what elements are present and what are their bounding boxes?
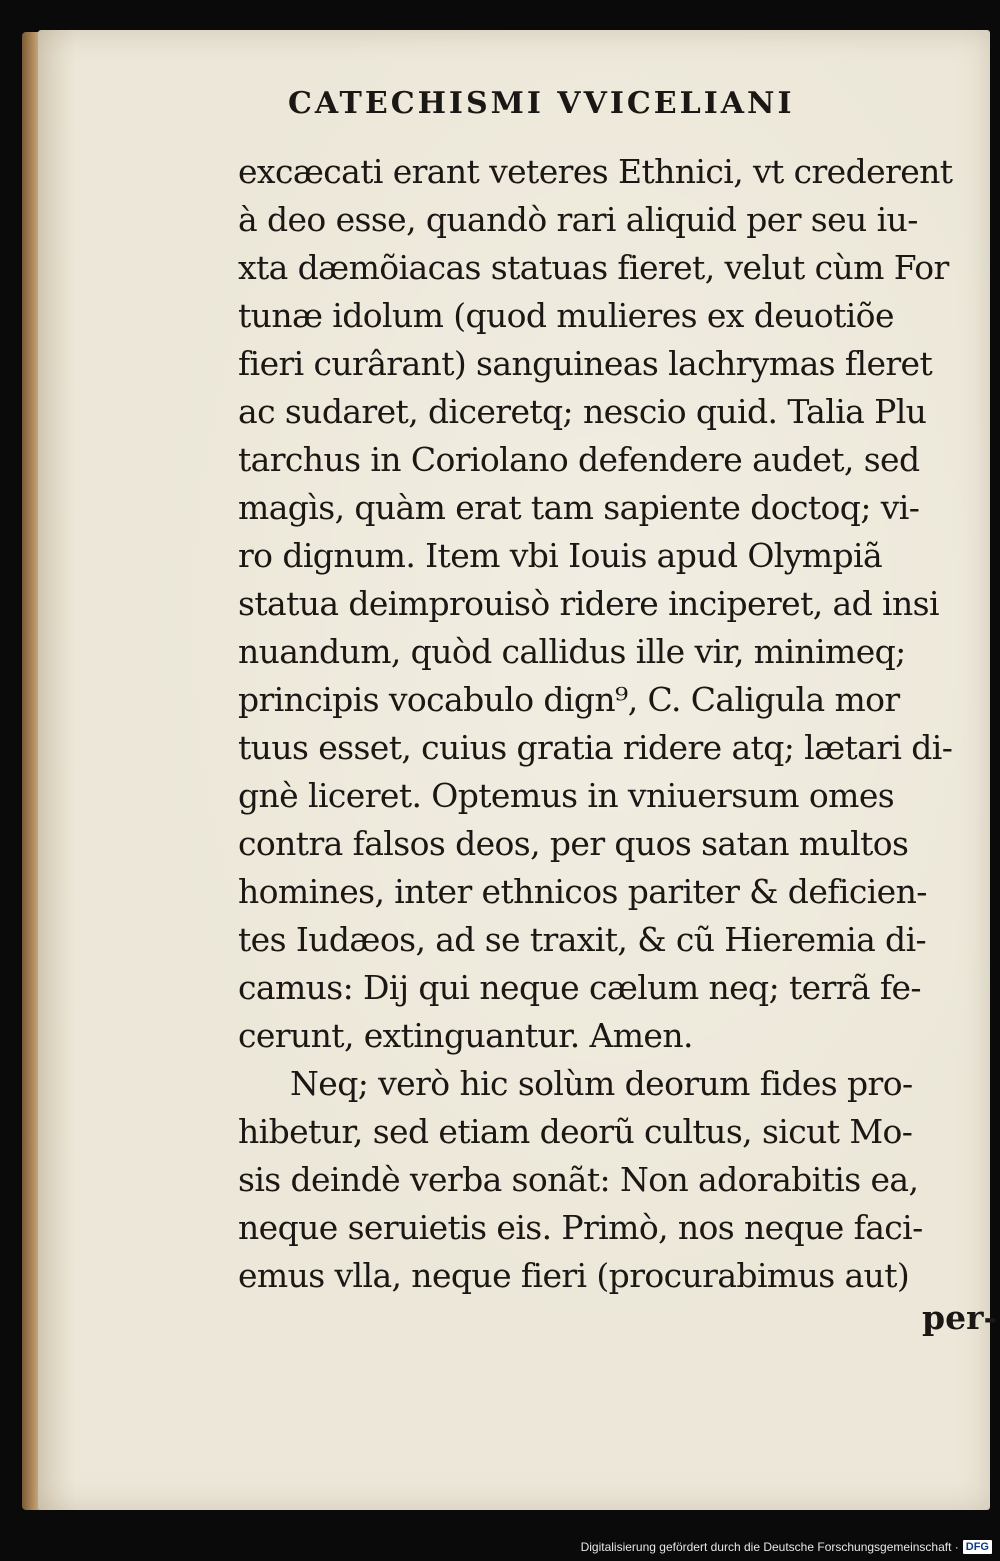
digitization-credit xyxy=(581,1537,992,1557)
text-line: xta dæmõiacas statuas fieret, velut cùm For xyxy=(238,248,949,287)
catchword: per- xyxy=(922,1298,998,1337)
text-line: nuandum, quòd callidus ille vir, minimeq; xyxy=(238,632,906,671)
text-line: magìs, quàm erat tam sapiente doctoq; vi- xyxy=(238,488,920,527)
text-line: principis vocabulo dign⁹, C. Caligula mor xyxy=(238,680,900,719)
text-line: hibetur, sed etiam deorũ cultus, sicut Mo- xyxy=(238,1112,913,1151)
book-page xyxy=(38,30,998,1510)
text-line: statua deimprouisò ridere inciperet, ad insi xyxy=(238,584,939,623)
text-line: tes Iudæos, ad se traxit, & cũ Hieremia di- xyxy=(238,920,927,959)
text-line: tarchus in Coriolano defendere audet, sed xyxy=(238,440,920,479)
dfg-logo: DFG xyxy=(963,1540,992,1554)
text-line: à deo esse, quandò rari aliquid per seu iu- xyxy=(238,200,918,239)
text-line: tunæ idolum (quod mulieres ex deuotiõe xyxy=(238,296,894,335)
text-line: neque seruietis eis. Primò, nos neque faci- xyxy=(238,1208,923,1247)
text-line: ac sudaret, diceretq; nescio quid. Talia Plu xyxy=(238,392,927,431)
text-line: tuus esset, cuius gratia ridere atq; lætari di- xyxy=(238,728,953,767)
page-text-block xyxy=(38,30,998,1510)
text-line: camus: Dij qui neque cælum neq; terrã fe- xyxy=(238,968,921,1007)
text-line: Neq; verò hic solùm deorum fides pro- xyxy=(290,1064,913,1103)
text-line: contra falsos deos, per quos satan multos xyxy=(238,824,909,863)
text-line: emus vlla, neque fieri (procurabimus aut) xyxy=(238,1256,910,1295)
text-line: gnè liceret. Optemus in vniuersum omes xyxy=(238,776,895,815)
text-line: homines, inter ethnicos pariter & deficien- xyxy=(238,872,927,911)
text-line: ro dignum. Item vbi Iouis apud Olympiã xyxy=(238,536,883,575)
text-line: excæcati erant veteres Ethnici, vt crederent xyxy=(238,152,953,191)
text-line: sis deindè verba sonãt: Non adorabitis ea, xyxy=(238,1160,919,1199)
text-line: fieri curârant) sanguineas lachrymas fleret xyxy=(238,344,933,383)
running-head: CATECHISMI VVICELIANI xyxy=(288,86,795,121)
text-line: cerunt, extinguantur. Amen. xyxy=(238,1016,693,1055)
credit-text: Digitalisierung gefördert durch die Deutsche Forschungsgemeinschaft · xyxy=(580,1540,959,1554)
